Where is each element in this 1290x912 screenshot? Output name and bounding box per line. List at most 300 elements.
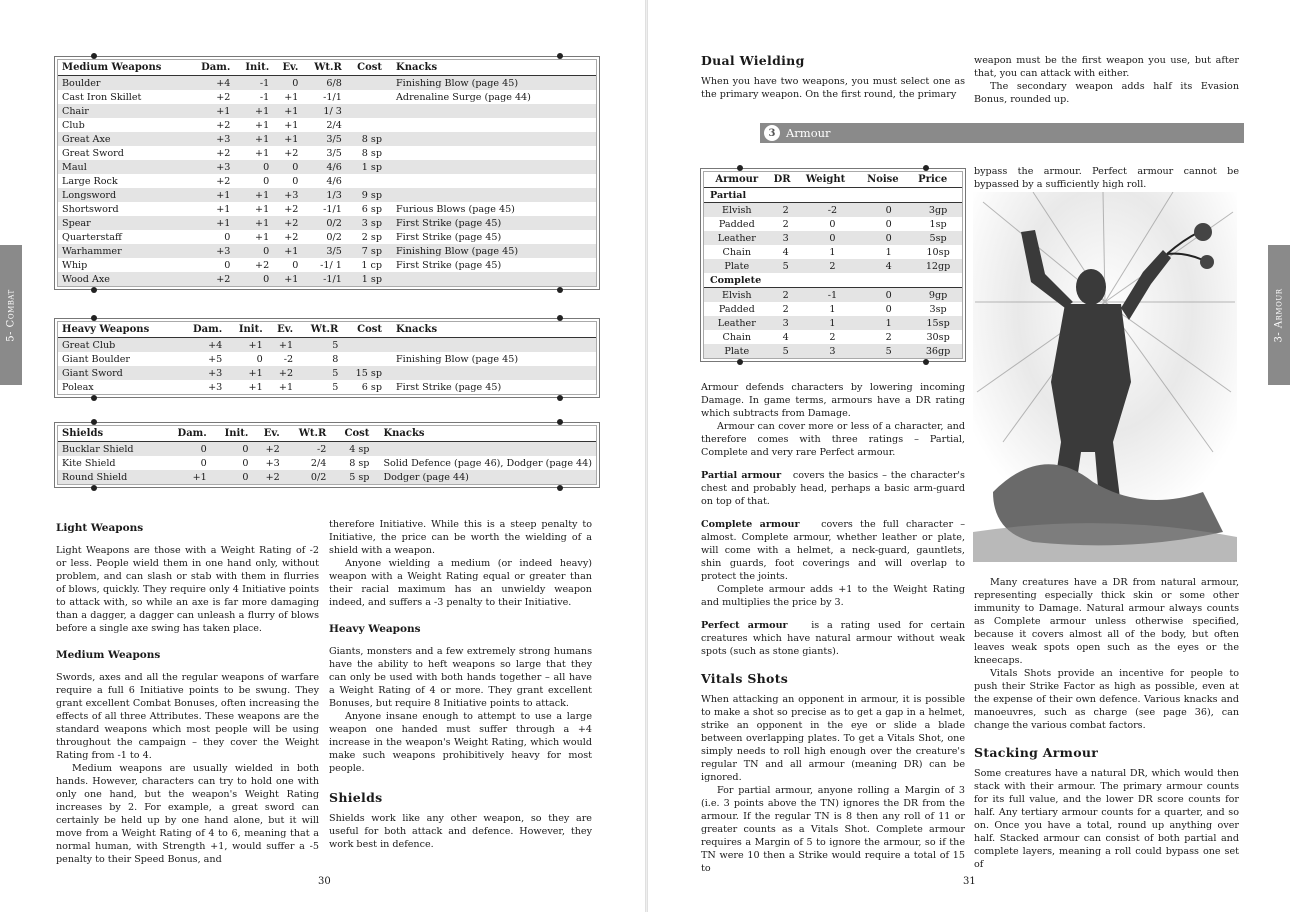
table-row: [704, 217, 962, 231]
table-cell: +1: [278, 381, 294, 393]
table-cell: [373, 442, 596, 457]
paragraph: Giants, monsters and a few extremely strong humans have the ability to heft weapons so large that they can only be used with both hands together – all have a Weight Rating of 4 or more. They grant excellent Bonuses, but require 8 Initiative points to attack.: [329, 646, 592, 709]
table-cell: -1/ 1: [320, 259, 342, 271]
paragraph: bypass the armour. Perfect armour cannot be bypassed by a sufficiently high roll.: [974, 166, 1239, 190]
table-cell: 6/8: [302, 76, 345, 91]
column-header: Weight: [802, 172, 863, 188]
table-cell: 0/2: [302, 216, 345, 230]
table-cell: [346, 90, 386, 104]
column-header: Init.: [234, 60, 273, 76]
paragraph: Swords, axes and all the regular weapons of warfare require a full 6 Initiative points to be swung. They grant excellent Combat Bonuses, often increasing the effects of all three Attributes. These weapons are the standard weapons which most people will be using throughout the campaign – they cover the Weight Rating from -1 to 4.: [56, 672, 319, 761]
table-row: [704, 302, 962, 316]
table-row: [704, 316, 962, 330]
column-header: Shields: [58, 426, 162, 442]
table-cell: [386, 366, 596, 380]
table-cell: 2: [782, 218, 789, 230]
table-cell: 3/5: [326, 147, 342, 159]
table-cell: Elvish: [704, 203, 770, 218]
paragraph: Shields work like any other weapon, so they are useful for both attack and defence. However, they work best in defence.: [329, 813, 592, 850]
column-header: Ev.: [273, 60, 302, 76]
table-cell: Poleax: [62, 381, 94, 393]
table-cell: Great Axe: [58, 132, 189, 146]
table-cell: Giant Sword: [58, 366, 179, 380]
table-cell: +3: [189, 160, 234, 174]
table-cell: [386, 104, 596, 118]
table-cell: -1: [234, 76, 273, 91]
table-cell: -2: [283, 353, 294, 365]
table-cell: [386, 338, 596, 353]
table-cell: 1 cp: [361, 259, 382, 271]
light-weapons-heading: Light Weapons: [56, 522, 144, 534]
table-cell: +1: [273, 104, 302, 118]
table-cell: +2: [216, 147, 231, 159]
right-text-column-1: [701, 381, 965, 875]
table-cell: 7 sp: [346, 244, 386, 258]
table-cell: 5: [297, 366, 342, 380]
table-cell: +1: [255, 119, 270, 131]
table-cell: 5: [863, 344, 914, 358]
table-cell: 0: [802, 231, 863, 245]
table-cell: +2: [284, 203, 299, 215]
table-cell: 1sp: [929, 218, 947, 230]
table-cell: 0: [224, 259, 231, 271]
table-cell: Spear: [58, 216, 189, 230]
table-cell: 5: [332, 381, 339, 393]
table-header-row: [704, 172, 962, 188]
table-cell: 4: [782, 331, 789, 343]
table-cell: +1: [273, 272, 302, 286]
table-row: [58, 338, 596, 353]
armour-group-label: Partial: [704, 188, 962, 203]
table-cell: Finishing Blow (page 45): [386, 76, 596, 91]
table-cell: +5: [208, 353, 223, 365]
table-cell: 10sp: [926, 246, 950, 258]
paragraph: When you have two weapons, you must select one as the primary weapon. On the first round, the primary: [701, 76, 965, 100]
table-cell: +2: [284, 231, 299, 243]
column-header: Ev.: [252, 426, 283, 442]
table-row: [704, 203, 962, 218]
table-row: [704, 231, 962, 245]
table-cell: +2: [216, 119, 231, 131]
table-cell: 5: [297, 338, 342, 353]
table-cell: 5 sp: [330, 470, 373, 484]
table-cell: +1: [226, 366, 266, 380]
table-cell: [346, 76, 386, 91]
table-cell: 5: [770, 344, 802, 358]
table-cell: +1: [234, 188, 273, 202]
table-cell: Round Shield: [58, 470, 162, 484]
table-cell: +1: [255, 147, 270, 159]
table-cell: +3: [273, 188, 302, 202]
table-cell: 12gp: [914, 259, 962, 273]
paragraph: Light Weapons are those with a Weight Rating of -2 or less. People wield them in one hand only, without problem, and can slash or stab with them in flurries of blows, quickly. They require only 4 Initiative points to attack with, so while an axe is far more damaging than a dagger, a dagger can unleash a flurry of blows before a single axe swing has taken place.: [56, 545, 319, 634]
table-cell: 2/4: [310, 457, 327, 469]
chapter-side-tab: 5- Combat: [0, 245, 22, 385]
table-cell: +1: [267, 338, 297, 353]
table-cell: 4 sp: [330, 442, 373, 457]
table-cell: Leather: [704, 316, 770, 330]
table-cell: 2: [802, 259, 863, 273]
column-header: Ev.: [267, 322, 297, 338]
table-cell: 2/4: [326, 119, 342, 131]
table-cell: 1 sp: [346, 160, 386, 174]
table-row: [58, 188, 596, 202]
table-cell: +3: [208, 381, 223, 393]
heavy-weapons-table-frame: [54, 318, 600, 398]
table-cell: +1: [248, 381, 263, 393]
chapter-side-tab: 3- Armour: [1268, 245, 1290, 385]
table-cell: 0: [885, 303, 892, 315]
table-cell: 0: [863, 231, 914, 245]
paragraph: Many creatures have a DR from natural armour, representing especially thick skin or some other immunity to Damage. Natural armour always counts as Complete armour unless otherwise specified, because it covers almost all of the body, but often leaves weak spots open such as the eyes or the kneecaps.: [974, 577, 1239, 666]
table-cell: Cast Iron Skillet: [62, 91, 142, 103]
shields-heading: Shields: [329, 790, 383, 805]
table-cell: +1: [255, 203, 270, 215]
table-cell: 3/5: [302, 244, 345, 258]
table-cell: Dodger (page 44): [373, 470, 596, 484]
paragraph: Medium weapons are usually wielded in both hands. However, characters can try to hold one with only one hand, but the weapon's Weight Rating increases by 2. For example, a great sword can certainly be held up by one hand alone, but it will move from a Weight Rating of 4 to 6, meaning that a normal human, with Strength +1, would suffer a -5 penalty to their Speed Bonus, and: [56, 763, 319, 865]
column-header: Cost: [346, 60, 386, 76]
table-cell: Bucklar Shield: [58, 442, 162, 457]
table-cell: -1: [259, 91, 270, 103]
table-cell: First Strike (page 45): [396, 231, 502, 243]
table-row: [58, 104, 596, 118]
table-cell: +1: [234, 104, 273, 118]
shields-table-frame: [54, 422, 600, 488]
table-cell: +1: [255, 231, 270, 243]
table-cell: 0: [211, 442, 253, 457]
table-cell: Wood Axe: [58, 272, 189, 286]
paragraph: For partial armour, anyone rolling a Margin of 3 (i.e. 3 points above the TN) ignores the DR from the armour. If the regular TN is 8 then any roll of 11 or greater counts as a Vitals Shot. Complete armour requires a Margin of 5 to ignore the armour, so if the TN were 10 then a Strike would require a total of 15 to: [701, 785, 965, 874]
table-cell: 0: [162, 442, 211, 457]
table-cell: +1: [234, 132, 273, 146]
column-header: Dam.: [162, 426, 211, 442]
table-cell: [386, 146, 596, 160]
dual-wielding-right-col: [974, 54, 1239, 106]
medium-weapons-table: [58, 60, 596, 286]
column-header: Init.: [211, 426, 253, 442]
table-cell: Shortsword: [62, 203, 119, 215]
table-cell: Large Rock: [62, 175, 118, 187]
table-cell: +2: [216, 175, 231, 187]
table-cell: 0: [863, 203, 914, 218]
table-row: [58, 202, 596, 216]
table-row: [58, 442, 596, 457]
heavy-weapons-heading: Heavy Weapons: [329, 623, 421, 635]
table-cell: Solid Defence (page 46), Dodger (page 44): [383, 457, 592, 469]
table-cell: [346, 174, 386, 188]
heavy-weapons-table: [58, 322, 596, 394]
table-cell: 2: [770, 288, 802, 303]
table-row: [58, 146, 596, 160]
perfect-armour-paragraph: Perfect armour is a rating used for certain creatures which have natural armour without weak spots (such as stone giants).: [701, 620, 965, 657]
table-cell: 0: [885, 218, 892, 230]
table-cell: 3sp: [929, 303, 947, 315]
table-cell: +3: [179, 366, 226, 380]
paragraph: Vitals Shots provide an incentive for people to push their Strike Factor as high as possible, even at the expense of their own defence. Various knacks and manoeuvres, such as charge (see page 36), can change the various combat factors.: [974, 668, 1239, 731]
table-row: [58, 272, 596, 286]
table-cell: +3: [189, 132, 234, 146]
table-cell: 3 sp: [346, 216, 386, 230]
table-cell: 3: [802, 344, 863, 358]
table-cell: 0: [234, 244, 273, 258]
column-header: Knacks: [386, 322, 596, 338]
table-cell: -1/1: [323, 91, 342, 103]
table-cell: Longsword: [58, 188, 189, 202]
table-row: [58, 216, 596, 230]
table-cell: +2: [189, 272, 234, 286]
table-cell: +4: [179, 338, 226, 353]
table-cell: 15sp: [914, 316, 962, 330]
table-cell: -1/1: [323, 203, 342, 215]
column-header: Wt.R: [297, 322, 342, 338]
table-cell: 2: [829, 331, 836, 343]
table-cell: Padded: [718, 303, 755, 315]
table-cell: Club: [62, 119, 85, 131]
table-cell: 9 sp: [346, 188, 386, 202]
column-header: Armour: [704, 172, 770, 188]
table-cell: 5: [770, 259, 802, 273]
table-cell: Padded: [718, 218, 755, 230]
table-cell: 1 sp: [346, 272, 386, 286]
table-cell: -1/1: [302, 272, 345, 286]
table-row: [58, 470, 596, 484]
table-cell: +2: [252, 442, 283, 457]
column-header: Cost: [342, 322, 386, 338]
shields-table: [58, 426, 596, 484]
table-cell: +2: [267, 366, 297, 380]
armoured-knight-illustration: [973, 192, 1237, 562]
table-cell: [346, 104, 386, 118]
table-row: [58, 160, 596, 174]
table-cell: -2: [284, 442, 331, 457]
left-text-column-2: [329, 518, 592, 851]
table-cell: 0: [292, 259, 299, 271]
table-cell: 15 sp: [342, 366, 386, 380]
table-cell: Maul: [58, 160, 189, 174]
table-cell: Chain: [722, 331, 752, 343]
table-cell: 30sp: [926, 331, 950, 343]
table-row: [704, 288, 962, 303]
table-cell: 0: [829, 218, 836, 230]
table-cell: [386, 188, 596, 202]
dual-wielding-heading: Dual Wielding: [701, 53, 805, 68]
table-cell: +1: [234, 216, 273, 230]
table-cell: Quarterstaff: [62, 231, 122, 243]
table-cell: 2: [770, 203, 802, 218]
armour-group-row: [704, 273, 962, 288]
table-cell: 3gp: [914, 203, 962, 218]
table-cell: +1: [189, 216, 234, 230]
table-cell: 4/6: [302, 160, 345, 174]
section-title: Armour: [786, 126, 831, 140]
table-row: [58, 76, 596, 91]
paragraph: weapon must be the first weapon you use, but after that, you can attack with either.: [974, 55, 1239, 79]
table-cell: 8: [332, 353, 339, 365]
partial-armour-paragraph: Partial armour covers the basics – the character's chest and probably head, perhaps a basic arm-guard on top of that.: [701, 470, 965, 507]
table-cell: +1: [226, 338, 266, 353]
table-cell: 8 sp: [346, 132, 386, 146]
table-cell: 3: [770, 231, 802, 245]
table-cell: 1: [829, 246, 836, 258]
column-header: DR: [770, 172, 802, 188]
table-cell: +1: [284, 91, 299, 103]
table-cell: Adrenaline Surge (page 44): [396, 91, 531, 103]
table-cell: 3/5: [302, 132, 345, 146]
table-cell: [386, 118, 596, 132]
column-header: Heavy Weapons: [58, 322, 179, 338]
table-cell: Plate: [704, 344, 770, 358]
paragraph: The secondary weapon adds half its Evasion Bonus, rounded up.: [974, 81, 1239, 105]
column-header: Knacks: [373, 426, 596, 442]
table-cell: 4: [782, 246, 789, 258]
table-cell: +1: [162, 470, 211, 484]
table-row: [704, 344, 962, 358]
table-cell: 0: [256, 353, 263, 365]
medium-weapons-table-frame: [54, 56, 600, 290]
column-header: Wt.R: [284, 426, 331, 442]
table-cell: 1: [863, 316, 914, 330]
complete-armour-paragraph: Complete armour covers the full character – almost. Complete armour, whether leather or plate, will come with a helmet, a neck-guard, gauntlets, shin guards, foot coverings and will overlap to protect the joints.: [701, 519, 966, 582]
table-cell: 0/2: [284, 470, 331, 484]
table-cell: First Strike (page 45): [396, 259, 502, 271]
table-cell: Elvish: [704, 288, 770, 303]
table-cell: +2: [284, 147, 299, 159]
table-cell: 0/2: [326, 231, 342, 243]
table-cell: 0: [234, 160, 273, 174]
left-text-column-1: [56, 512, 319, 866]
table-row: [58, 456, 596, 470]
table-cell: Warhammer: [58, 244, 189, 258]
table-cell: Kite Shield: [62, 457, 116, 469]
table-cell: Boulder: [58, 76, 189, 91]
stacking-armour-heading: Stacking Armour: [974, 745, 1099, 760]
table-cell: Furious Blows (page 45): [396, 203, 515, 215]
column-header: Wt.R: [302, 60, 345, 76]
table-row: [58, 230, 596, 244]
table-cell: [386, 174, 596, 188]
section-number-badge: 3: [764, 125, 780, 141]
armour-table: [704, 172, 962, 358]
table-cell: Great Sword: [62, 147, 124, 159]
table-cell: Finishing Blow (page 45): [396, 353, 519, 365]
column-header: Noise: [863, 172, 914, 188]
table-cell: 36gp: [914, 344, 962, 358]
column-header: Medium Weapons: [58, 60, 189, 76]
armour-group-label: Complete: [704, 273, 962, 288]
table-cell: +1: [284, 119, 299, 131]
table-row: [58, 380, 596, 394]
table-cell: 1: [829, 303, 836, 315]
table-cell: Giant Boulder: [62, 353, 131, 365]
table-cell: 6 sp: [361, 203, 382, 215]
table-row: [58, 132, 596, 146]
table-cell: 0: [242, 457, 249, 469]
table-cell: 2 sp: [361, 231, 382, 243]
table-cell: Leather: [704, 231, 770, 245]
table-row: [704, 245, 962, 259]
column-header: Price: [914, 172, 962, 188]
table-header-row: [58, 322, 596, 338]
vitals-shots-heading: Vitals Shots: [701, 671, 789, 686]
armour-group-row: [704, 188, 962, 203]
section-header-armour: [760, 123, 1244, 143]
paragraph: Anyone wielding a medium (or indeed heavy) weapon with a Weight Rating equal or greater than their racial maximum has an unwieldy weapon indeed, and suffers a -3 penalty to their Initiative.: [329, 558, 592, 608]
table-cell: 0: [292, 175, 299, 187]
table-cell: 0: [273, 160, 302, 174]
table-cell: 6 sp: [361, 381, 382, 393]
table-row: [58, 352, 596, 366]
table-cell: +4: [189, 76, 234, 91]
table-cell: 9gp: [914, 288, 962, 303]
paragraph: Anyone insane enough to attempt to use a large weapon one handed must suffer through a +4 increase in the weapon's Weight Rating, which would make such weapons prohibitively heavy for most people.: [329, 711, 592, 774]
column-header: Dam.: [179, 322, 226, 338]
table-cell: 0: [200, 457, 207, 469]
table-cell: Great Club: [58, 338, 179, 353]
dual-wielding-left-col: [701, 50, 965, 101]
column-header: Knacks: [386, 60, 596, 76]
table-cell: +1: [189, 104, 234, 118]
paragraph: Armour can cover more or less of a character, and therefore comes with three ratings – Partial, Complete and very rare Perfect armour.: [701, 421, 965, 458]
right-page: [648, 0, 1290, 912]
table-cell: 8 sp: [361, 147, 382, 159]
table-cell: +2: [273, 216, 302, 230]
paragraph: Armour defends characters by lowering incoming Damage. In game terms, armours have a DR rating which subtracts from Damage.: [701, 382, 965, 419]
armour-table-frame: [700, 168, 966, 362]
table-row: [58, 366, 596, 380]
table-cell: [386, 272, 596, 286]
table-cell: +1: [189, 188, 234, 202]
table-cell: +2: [252, 470, 283, 484]
right-text-column-2: [974, 576, 1239, 871]
table-cell: First Strike (page 45): [386, 216, 596, 230]
table-cell: 1/3: [302, 188, 345, 202]
table-cell: 0: [273, 76, 302, 91]
page-number: 31: [963, 876, 976, 887]
table-row: [58, 174, 596, 188]
paragraph: Complete armour adds +1 to the Weight Rating and multiplies the price by 3.: [701, 584, 965, 608]
table-row: [58, 118, 596, 132]
table-cell: 8 sp: [349, 457, 370, 469]
table-cell: 4: [863, 259, 914, 273]
table-cell: [342, 338, 386, 353]
paragraph: therefore Initiative. While this is a steep penalty to Initiative, the price can be worth the wielding of a shield with a weapon.: [329, 519, 592, 556]
table-cell: [386, 160, 596, 174]
table-cell: -1: [802, 288, 863, 303]
table-cell: Finishing Blow (page 45): [386, 244, 596, 258]
table-cell: Plate: [704, 259, 770, 273]
table-cell: +1: [273, 244, 302, 258]
table-cell: 5sp: [914, 231, 962, 245]
table-header-row: [58, 426, 596, 442]
paragraph: Some creatures have a natural DR, which would then stack with their armour. The primary armour counts for its full value, and the lower DR score counts for half. Any tertiary armour counts for a quarter, and so on. Once you have a total, round up anything over half. Stacked armour can consist of both partial and complete layers, meaning a roll could bypass one set of: [974, 768, 1239, 870]
table-cell: 2: [782, 303, 789, 315]
table-cell: [342, 352, 386, 366]
table-row: [704, 259, 962, 273]
column-header: Cost: [330, 426, 373, 442]
table-cell: 4/6: [326, 175, 342, 187]
paragraph: When attacking an opponent in armour, it is possible to make a shot so precise as to get a gap in a helmet, strike an opponent in the eye or slide a blade between overlapping plates. To get a Vitals Shot, one simply needs to roll high enough over the creature's regular TN and all armour (meaning DR) can be ignored.: [701, 694, 965, 783]
table-cell: +2: [255, 259, 270, 271]
table-cell: +3: [189, 244, 234, 258]
table-cell: 0: [211, 470, 253, 484]
table-cell: 0: [263, 175, 270, 187]
table-row: [704, 330, 962, 344]
table-cell: First Strike (page 45): [396, 381, 502, 393]
table-row: [58, 90, 596, 104]
bypass-text: [974, 165, 1239, 191]
table-cell: Chair: [58, 104, 189, 118]
